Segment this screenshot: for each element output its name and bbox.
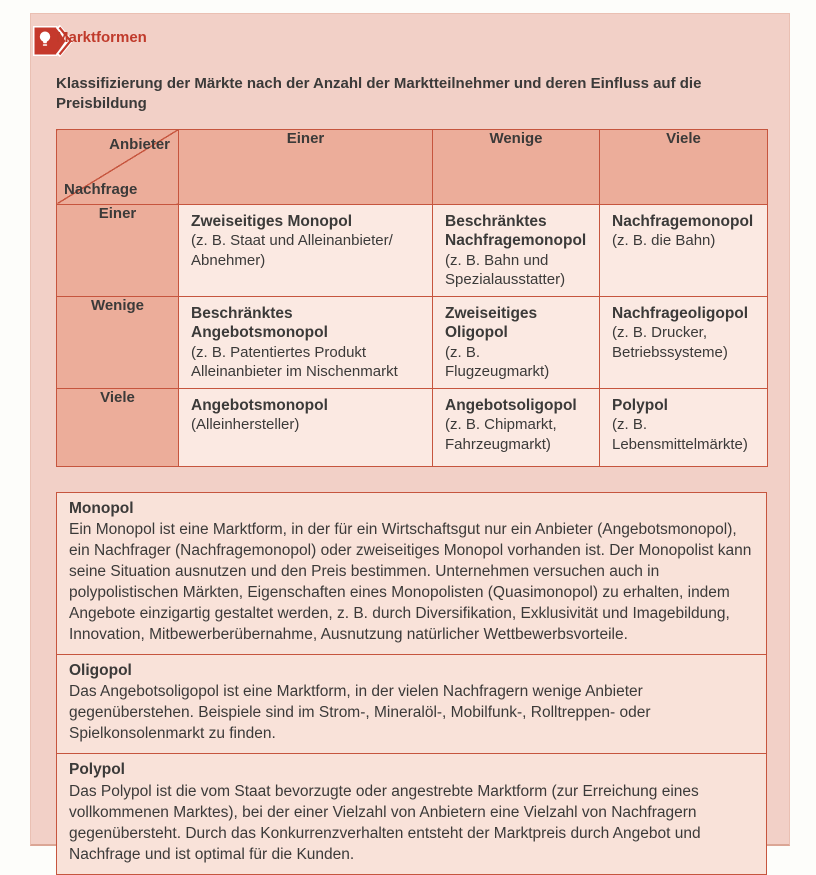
cell-title: Beschränktes Angebotsmonopol [191, 304, 328, 342]
cell-nachfragemonopol [600, 204, 768, 296]
cell-title: Nachfrageoligopol [612, 304, 749, 322]
cell-title: Nachfragemonopol [612, 212, 754, 230]
definition-text: Ein Monopol ist eine Marktform, in der für ein Wirtschaftsgut nur ein Anbieter (Angebotsmonopol), ein Nachfrager (Nachfragemonopol) oder zweiseitiges Monopol vorhanden ist. Der Monopolist kann seine Situation ausnutzen und den Preis bestimmen. Unternehmen versuchen auch in polypolistischen Märkten, Eigenschaften eines Monopolisten (Quasimonopol) zu erhalten, indem Angebote einzigartig gestaltet werden, z. B. durch Diversifikation, Exklusivität und Imagebildung, Innovation, Mitbewerberübernahme, Ausnutzung natürlicher Wettbewerbsvorteile. [69, 520, 752, 644]
definition-oligopol [56, 654, 767, 754]
cell-example: (z. B. Patentiertes Produkt Alleinanbieter im Nischenmarkt [191, 344, 398, 381]
cell-title: Angebotsoligopol [445, 396, 577, 414]
column-header-viele: Viele [600, 129, 768, 204]
table-row [57, 204, 768, 296]
cell-nachfrageoligopol [600, 296, 768, 388]
column-header-wenige: Wenige [433, 129, 600, 204]
cell-polypol [600, 388, 768, 466]
cell-example: (z. B. Lebensmittelmärkte) [612, 416, 748, 453]
cell-example: (Alleinhersteller) [191, 416, 300, 434]
table-header-row [57, 129, 768, 204]
table-row [57, 296, 768, 388]
column-header-einer: Einer [179, 129, 433, 204]
cell-angebotsoligopol [433, 388, 600, 466]
cell-angebotsmonopol [179, 388, 433, 466]
cell-title: Angebotsmonopol [191, 396, 328, 414]
marktformen-panel [30, 13, 790, 863]
cell-title: Zweiseitiges Monopol [191, 212, 353, 230]
cell-zweiseitiges-monopol [179, 204, 433, 296]
cell-title: Polypol [612, 396, 668, 414]
cell-example: (z. B. Bahn und Spezialausstatter) [445, 252, 566, 289]
cell-title: Zweiseitiges Oligopol [445, 304, 538, 342]
corner-cell [57, 129, 179, 204]
corner-label-anbieter: Anbieter [109, 135, 170, 153]
definition-term: Monopol [69, 499, 134, 517]
definition-text: Das Polypol ist die vom Staat bevorzugte oder angestrebte Marktform (zur Erreichung eines vollkommenen Marktes), bei der einer Vielzahl von Anbietern eine Vielzahl von Nachfragern gegenübersteht. Durch das Konkurrenzverhalten entsteht der Marktpreis durch Angebot und Nachfrage und ist optimal für die Kunden. [69, 782, 701, 863]
panel-title: Marktformen [56, 29, 147, 46]
definitions-section [56, 492, 767, 875]
cell-title: Beschränktes Nachfragemonopol [445, 212, 587, 250]
panel-header [56, 26, 765, 50]
cell-beschraenktes-angebotsmonopol [179, 296, 433, 388]
cell-zweiseitiges-oligopol [433, 296, 600, 388]
cell-example: (z. B. Staat und Alleinanbieter/ Abnehmer) [191, 232, 393, 269]
cell-example: (z. B. die Bahn) [612, 232, 716, 250]
cell-example: (z. B. Flugzeugmarkt) [445, 344, 550, 381]
market-forms-table [56, 129, 768, 467]
corner-label-nachfrage: Nachfrage [64, 180, 138, 198]
row-label-einer: Einer [57, 204, 179, 296]
cell-beschraenktes-nachfragemonopol [433, 204, 600, 296]
definition-term: Polypol [69, 761, 125, 779]
definition-monopol [56, 492, 767, 656]
definition-polypol [56, 753, 767, 874]
row-label-wenige: Wenige [57, 296, 179, 388]
definition-term: Oligopol [69, 662, 132, 680]
subtitle: Klassifizierung der Märkte nach der Anzahl der Marktteilnehmer und deren Einfluss auf die Preisbildung [56, 75, 702, 113]
definition-text: Das Angebotsoligopol ist eine Marktform, in der vielen Nachfragern wenige Anbieter gegenüberstehen. Beispiele sind im Strom-, Mineralöl-, Mobilfunk-, Rolltreppen- oder Spielkonsolenmarkt zu finden. [69, 683, 651, 743]
cell-example: (z. B. Chipmarkt, Fahrzeugmarkt) [445, 416, 557, 453]
table-row [57, 388, 768, 466]
cell-example: (z. B. Drucker, Betriebssysteme) [612, 324, 728, 361]
row-label-viele: Viele [57, 388, 179, 466]
